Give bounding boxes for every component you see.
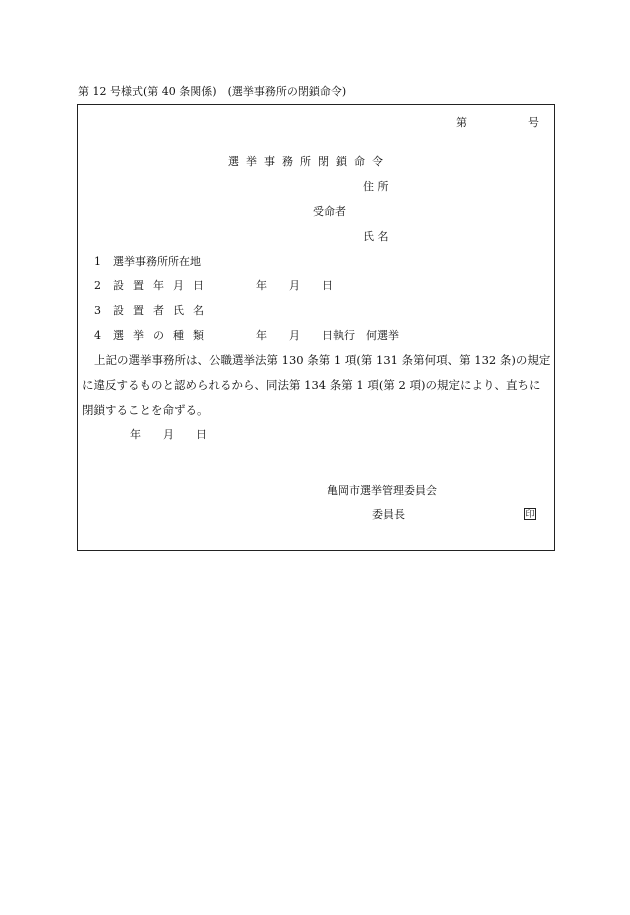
item-number: 4 bbox=[94, 329, 101, 342]
document-title: 選挙事務所閉鎖命令 bbox=[228, 155, 390, 168]
form-caption: 第 12 号様式(第 40 条関係) (選挙事務所の閉鎖命令) bbox=[78, 85, 347, 98]
item-number: 2 bbox=[94, 279, 101, 292]
name-label: 氏 名 bbox=[363, 230, 389, 243]
body-line: 閉鎖することを命ずる。 bbox=[82, 403, 209, 417]
number-suffix: 号 bbox=[528, 116, 539, 129]
issue-date: 年 月 日 bbox=[130, 428, 207, 441]
issuer-name: 亀岡市選挙管理委員会 bbox=[327, 484, 437, 497]
item-label: 選挙事務所所在地 bbox=[113, 255, 201, 268]
recipient-label: 受命者 bbox=[313, 205, 346, 218]
item-label: 選挙の種類 bbox=[113, 329, 213, 342]
chair-label: 委員長 bbox=[372, 508, 405, 521]
item-value: 年 月 日執行 何選挙 bbox=[256, 329, 399, 342]
document-frame bbox=[77, 104, 555, 551]
number-prefix: 第 bbox=[456, 116, 467, 129]
item-label: 設置年月日 bbox=[113, 279, 213, 292]
item-label: 設置者氏名 bbox=[113, 304, 213, 317]
item-value: 年 月 日 bbox=[256, 279, 333, 292]
seal-stamp: 印 bbox=[525, 510, 535, 520]
body-line: に違反するものと認められるから、同法第 134 条第 1 項(第 2 項)の規定により、直ちに bbox=[82, 378, 541, 392]
body-line: 上記の選挙事務所は、公職選挙法第 130 条第 1 項(第 131 条第何項、第 132 条)の規定 bbox=[94, 353, 551, 367]
item-number: 3 bbox=[94, 304, 101, 317]
item-number: 1 bbox=[94, 255, 101, 268]
address-label: 住 所 bbox=[363, 180, 389, 193]
